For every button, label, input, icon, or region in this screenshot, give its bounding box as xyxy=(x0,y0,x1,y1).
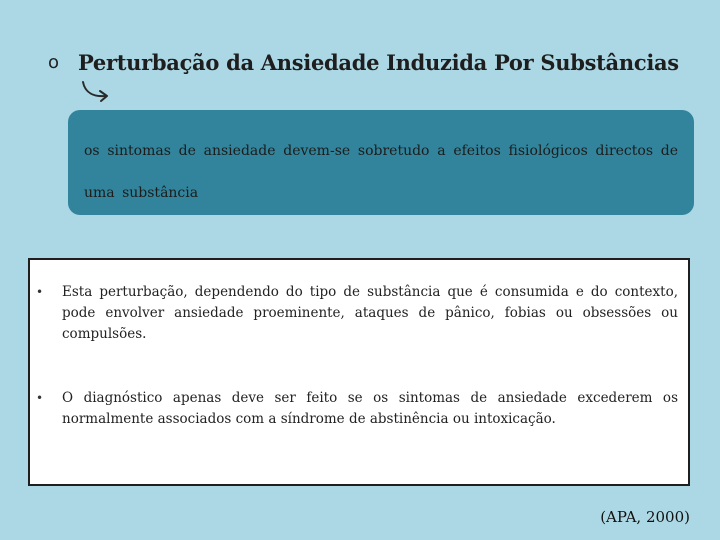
callout-text: os sintomas de ansiedade devem-se sobretudo a efeitos fisiológicos directos de uma substância xyxy=(84,143,678,201)
bullet-dot-icon: • xyxy=(36,285,44,299)
title-row xyxy=(48,50,679,75)
slide-title: Perturbação da Ansiedade Induzida Por Substâncias xyxy=(78,50,679,75)
list-item-text: O diagnóstico apenas deve ser feito se os sintomas de ansiedade excederem os normalmente associados com a síndrome de abstinência ou intoxicação. xyxy=(62,390,678,427)
hollow-circle-bullet-icon: o xyxy=(48,52,60,73)
list-item xyxy=(36,282,678,345)
curved-arrow-icon xyxy=(80,79,114,105)
definition-callout xyxy=(68,110,694,215)
list-item-text: Esta perturbação, dependendo do tipo de substância que é consumida e do contexto, pode envolver ansiedade proeminente, ataques de pânico, fobias ou obsessões ou compulsões. xyxy=(62,284,678,342)
bullet-list xyxy=(36,282,678,430)
list-item xyxy=(36,388,678,430)
citation: (APA, 2000) xyxy=(600,508,690,526)
content-box xyxy=(28,258,690,486)
bullet-dot-icon: • xyxy=(36,391,44,405)
